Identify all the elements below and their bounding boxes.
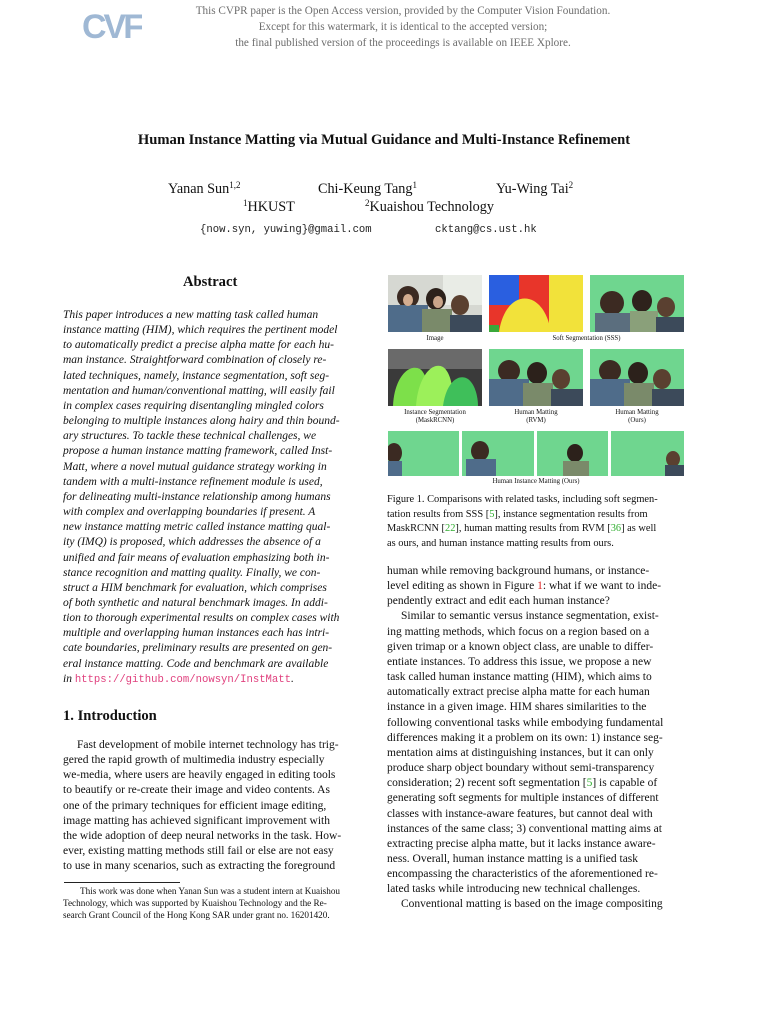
abstract-line: of both synthetic and natural benchmark images. In addi- bbox=[63, 596, 328, 609]
abstract-line: with complex and overlapping boundaries if present. A bbox=[63, 506, 316, 519]
sss-segments-icon bbox=[590, 275, 684, 332]
intro-heading: 1. Introduction bbox=[63, 708, 157, 724]
caption-line bbox=[387, 522, 658, 537]
input-image-panel bbox=[388, 275, 482, 332]
affiliation-name: HKUST bbox=[247, 199, 295, 215]
body-text: level editing as shown in Figure bbox=[387, 580, 538, 593]
intro-line: to beautify or re-create their image and video contents. As bbox=[63, 784, 330, 797]
intro-line: the wide adoption of deep neural networks in the task. How- bbox=[63, 829, 342, 842]
instance-matte-panel bbox=[462, 431, 534, 476]
intro-line: Fast development of mobile internet technology has trig- bbox=[77, 739, 339, 751]
body-line: generating soft segments for multiple instances of different bbox=[387, 792, 659, 805]
label-maskrcnn-line: (MaskRCNN) bbox=[415, 417, 455, 424]
intro-line: one of the primary techniques for efficient image editing, bbox=[63, 799, 327, 812]
sss-segments-icon bbox=[489, 275, 583, 332]
cvf-logo-icon bbox=[82, 6, 142, 44]
citation-link[interactable]: 5 bbox=[489, 508, 495, 520]
caption-text: MaskRCNN [ bbox=[387, 523, 446, 535]
figure-1 bbox=[387, 274, 685, 488]
label-ours-line: Human Matting bbox=[615, 409, 659, 416]
abstract-line: stance recognition and matting quality. Finally, we con- bbox=[63, 566, 321, 579]
affiliation-name: Kuaishou Technology bbox=[369, 199, 494, 215]
caption-text: ], human matting results from RVM [ bbox=[455, 523, 611, 535]
body-line: following conventional tasks while embodying fundamental bbox=[387, 716, 664, 729]
abstract-line: multiple and overlapping human instances each has intri- bbox=[63, 627, 330, 640]
code-link[interactable]: https://github.com/nowsyn/InstMatt bbox=[74, 673, 291, 686]
people-photo-icon bbox=[388, 275, 482, 332]
body-line: mentation aims at distinguishing instances, but it can only bbox=[387, 746, 654, 759]
footnote-line: Technology, which was supported by Kuaishou Technology and the Re- bbox=[63, 898, 327, 908]
author-sup: 1,2 bbox=[229, 180, 241, 190]
body-line: Similar to semantic versus instance segmentation, exist- bbox=[401, 610, 659, 623]
intro-line: image matting has achieved significant improvement with bbox=[63, 814, 330, 827]
instance-matte-panel bbox=[611, 431, 684, 476]
abstract-line: Matt, where a novel mutual guidance strategy working in bbox=[63, 460, 327, 473]
citation-link[interactable]: 22 bbox=[445, 523, 456, 535]
body-line: human while removing background humans, or instance- bbox=[387, 565, 650, 577]
body-text: : what if we want to inde- bbox=[542, 580, 662, 593]
abstract-last-prefix: in bbox=[63, 672, 75, 685]
body-line: entiate instances. To address this issue, we propose a new bbox=[387, 655, 652, 668]
body-line: ing matting methods, which focus on a region based on a bbox=[387, 625, 650, 638]
abstract-line: propose a human instance matting framework, called Inst- bbox=[63, 445, 333, 458]
label-ours bbox=[590, 409, 684, 425]
body-line: encompassing the characteristics of the aforementioned re- bbox=[387, 868, 658, 881]
author-sup: 2 bbox=[568, 180, 574, 190]
instance-matte-icon bbox=[611, 431, 684, 476]
figure-ref-link[interactable]: 1 bbox=[537, 580, 543, 593]
body-line: extracting precise alpha matte, but it lacks instance aware- bbox=[387, 837, 656, 850]
abstract-line: eral instance matting. Code and benchmark are available bbox=[63, 657, 329, 670]
abstract-line: unified and fair means of evaluation emphasizing both in- bbox=[63, 551, 330, 564]
watermark-line: Except for this watermark, it is identical to the accepted version; bbox=[258, 21, 548, 33]
watermark-line: the final published version of the proceedings is available on IEEE Xplore. bbox=[235, 37, 571, 49]
intro-line: gered the rapid growth of multimedia industry especially bbox=[63, 754, 325, 767]
label-ours-line: (Ours) bbox=[628, 417, 646, 424]
abstract-last-suffix: . bbox=[290, 672, 294, 685]
label-sss: Soft Segmentation (SSS) bbox=[552, 335, 621, 342]
intro-line: we-media, where users are heavily engaged in editing tools bbox=[63, 769, 336, 782]
rvm-panel bbox=[489, 349, 583, 406]
intro-line: to use in many scenarios, such as extracting the foreground bbox=[63, 860, 336, 873]
abstract-line: lated techniques, namely, instance segmentation, soft seg- bbox=[63, 369, 330, 382]
paper-title: Human Instance Matting via Mutual Guidance and Multi-Instance Refinement bbox=[137, 132, 631, 148]
watermark-line: This CVPR paper is the Open Access version, provided by the Computer Vision Foundation. bbox=[195, 5, 611, 17]
citation-link[interactable]: 5 bbox=[586, 777, 593, 790]
body-line: given trimap or a known object class, are unable to differ- bbox=[387, 640, 654, 653]
author-name: Chi-Keung Tang bbox=[318, 181, 413, 197]
abstract-line: cate boundaries, preliminary results are presented on gen- bbox=[63, 642, 333, 655]
body-line: instances of the same class; 3) conventional matting aims at bbox=[387, 822, 662, 835]
affiliation bbox=[365, 199, 494, 216]
affiliation-sup: 2 bbox=[365, 198, 370, 208]
human-matting-icon bbox=[590, 349, 684, 406]
body-line: lated tasks while introducing new technical challenges. bbox=[387, 883, 641, 896]
label-rvm-line: (RVM) bbox=[526, 417, 546, 424]
instance-masks-icon bbox=[388, 349, 482, 406]
label-rvm bbox=[489, 409, 583, 425]
body-line: ness. Overall, human instance matting is a unified task bbox=[387, 852, 639, 865]
body-line bbox=[387, 579, 663, 594]
caption-line bbox=[387, 508, 658, 523]
watermark bbox=[150, 3, 656, 51]
cvf-logo bbox=[82, 6, 142, 44]
label-rvm-line: Human Matting bbox=[514, 409, 558, 416]
body-line: instance in a given image. HIM shares similarities to the bbox=[387, 701, 647, 714]
abstract-line: mentation and human/conventional matting, will easily fail bbox=[63, 384, 335, 397]
abstract-line: tion to thorough experimental results on complex cases with bbox=[63, 612, 340, 625]
author-name: Yu-Wing Tai bbox=[496, 181, 569, 197]
maskrcnn-panel bbox=[388, 349, 482, 406]
author-name: Yanan Sun bbox=[168, 181, 230, 197]
ours-matting-panel bbox=[590, 349, 684, 406]
author bbox=[168, 181, 240, 198]
abstract-line: man instance. Straightforward combination of closely re- bbox=[63, 354, 327, 367]
caption-text: ], instance segmentation results from bbox=[494, 508, 648, 520]
caption-line: Figure 1. Comparisons with related tasks, including soft segmen- bbox=[387, 494, 658, 505]
body-line: task called human instance matting (HIM), which aims to bbox=[387, 671, 652, 684]
instance-matte-icon bbox=[388, 431, 459, 476]
intro-line: ever, existing matting methods still fail or else are not easy bbox=[63, 845, 334, 858]
email: cktang@cs.ust.hk bbox=[435, 224, 537, 236]
abstract-body bbox=[63, 308, 340, 688]
body-line: classes with instance-aware features, but cannot deal with bbox=[387, 807, 653, 820]
abstract-line: ity (IMQ) is proposed, which addresses the absence of a bbox=[63, 536, 321, 549]
affiliation-sup: 1 bbox=[243, 198, 248, 208]
author-sup: 1 bbox=[412, 180, 417, 190]
sss-panel-2 bbox=[590, 275, 684, 332]
abstract-line: tandem with a multi-instance refinement module is used, bbox=[63, 475, 323, 488]
abstract-line: instance matting (HIM), which requires the pertinent model bbox=[63, 324, 338, 337]
abstract-line: new instance matting metric called instance matting qual- bbox=[63, 521, 331, 534]
abstract-line: to automatically predict a precise alpha matte for each hu- bbox=[63, 339, 334, 352]
instance-matte-panel bbox=[537, 431, 608, 476]
label-instance-matting: Human Instance Matting (Ours) bbox=[492, 478, 580, 485]
affiliation bbox=[243, 199, 295, 216]
label-maskrcnn-line: Instance Segmentation bbox=[404, 409, 466, 416]
intro-body bbox=[63, 738, 341, 874]
citation-link[interactable]: 36 bbox=[610, 523, 622, 535]
author bbox=[496, 181, 573, 198]
body-line: differences making it a problem on its own: 1) instance seg- bbox=[387, 731, 663, 744]
body-text: consideration; 2) recent soft segmentation [ bbox=[387, 777, 587, 790]
figure-caption bbox=[387, 493, 658, 551]
abstract-line: This paper introduces a new matting task called human bbox=[63, 309, 319, 321]
caption-text: tation results from SSS [ bbox=[387, 508, 490, 520]
cvf-logo-text: CVF bbox=[82, 8, 141, 44]
abstract-line: for delineating multi-instance relationship among humans bbox=[63, 490, 331, 503]
body-line bbox=[387, 776, 663, 791]
abstract-line: belonging to multiple instances along hairy and thin bound- bbox=[63, 415, 340, 428]
right-column-body bbox=[387, 564, 663, 913]
body-line: automatically extract precise alpha matte for each human bbox=[387, 686, 650, 699]
label-maskrcnn bbox=[388, 409, 482, 425]
email: {now.syn, yuwing}@gmail.com bbox=[200, 224, 372, 236]
abstract-line: in complex cases requiring disentangling mingled colors bbox=[63, 399, 324, 412]
label-image: Image bbox=[426, 335, 444, 342]
author bbox=[318, 181, 417, 198]
footnote-line: This work was done when Yanan Sun was a student intern at Kuaishou bbox=[80, 886, 341, 896]
instance-matte-icon bbox=[537, 431, 608, 476]
footnote bbox=[63, 885, 340, 921]
instance-matte-panel bbox=[388, 431, 459, 476]
instance-matte-icon bbox=[462, 431, 534, 476]
abstract-line-last bbox=[63, 672, 340, 688]
human-matting-icon bbox=[489, 349, 583, 406]
caption-text: ] as well bbox=[621, 523, 657, 535]
caption-line: as ours, and human instance matting results from ours. bbox=[387, 537, 614, 549]
footnote-line: search Grant Council of the Hong Kong SAR under grant no. 16201420. bbox=[63, 910, 330, 920]
abstract-line: ary structures. To tackle these technical challenges, we bbox=[63, 430, 317, 443]
body-text: ] is capable of bbox=[592, 777, 658, 790]
body-line: Conventional matting is based on the image compositing bbox=[401, 898, 663, 911]
sss-panel bbox=[489, 275, 583, 332]
footnote-rule bbox=[64, 882, 180, 883]
abstract-heading: Abstract bbox=[183, 274, 238, 290]
body-line: produce sharp object boundary without semi-transparency bbox=[387, 762, 655, 775]
body-line: pendently extract and edit each human instance? bbox=[387, 595, 610, 608]
abstract-line: struct a HIM benchmark for evaluation, which comprises bbox=[63, 581, 327, 594]
